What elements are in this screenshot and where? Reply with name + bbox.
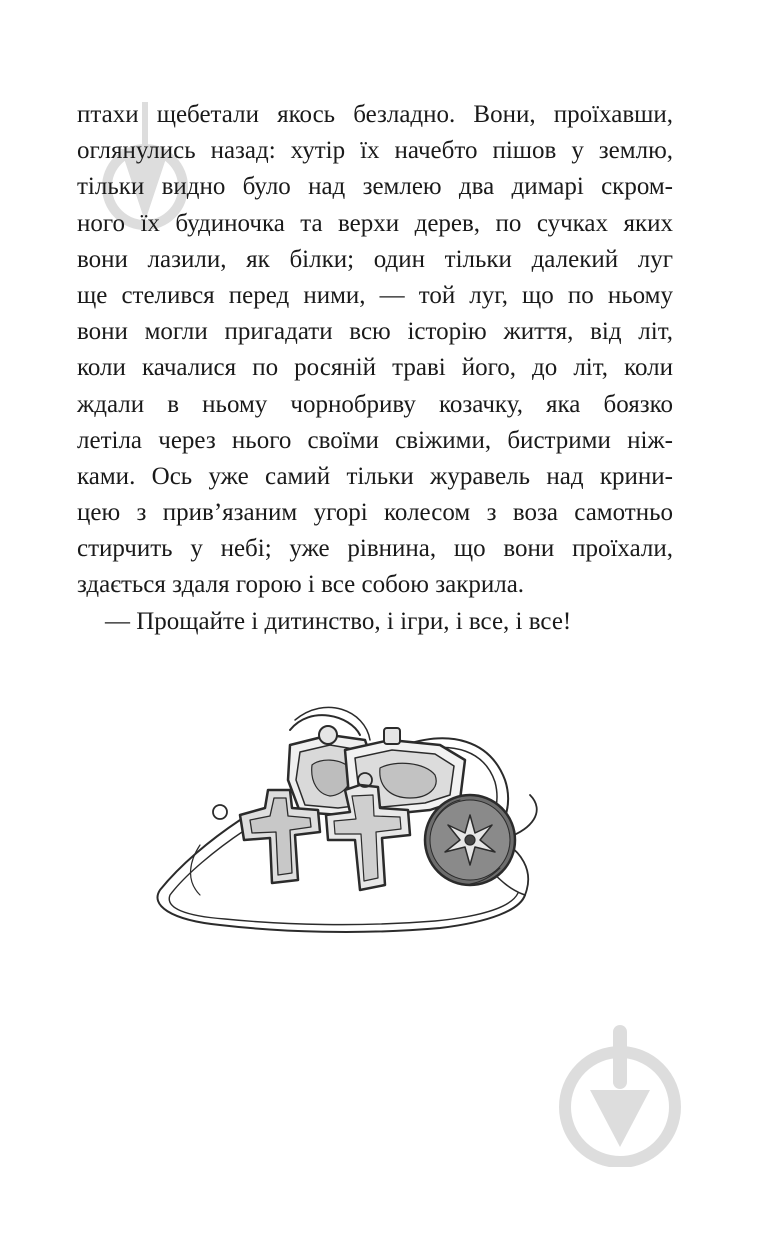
text-line: птахи щебетали якось безладно. Вони, проїхавши, [77, 101, 673, 128]
text-line: ками. Ось уже самий тільки журавель над крини- [77, 462, 673, 490]
text-line: тільки видно було над землею два димарі скром- [77, 173, 673, 201]
farewell-line: — Прощайте і дитинство, і ігри, і все, і все! [105, 607, 572, 635]
text-line: цею з прив’язаним угорі колесом з воза самотньо [77, 499, 673, 527]
text-line: вони лазили, як білки; один тільки далекий луг [77, 245, 673, 273]
text-line: стирчить у небі; уже рівнина, що вони проїхали, [77, 535, 673, 563]
watermark-logo-icon [555, 1022, 685, 1167]
text-line: летіла через нього своїми свіжими, бистрими ніж- [77, 426, 673, 454]
pectoral-crosses-and-pomander-drawing [140, 690, 540, 960]
text-line: ще стелився перед ними, — той луг, що по ньому [77, 281, 673, 309]
body-text [77, 97, 673, 640]
text-line: здається здаля горою і все собою закрила. [77, 571, 525, 599]
text-line: ного їх будиночка та верхи дерев, по сучках яких [77, 209, 673, 237]
text-line: ждали в ньому чорнобриву козачку, яка боязко [77, 390, 673, 418]
text-line: коли качалися по росяній траві його, до літ, коли [77, 354, 673, 382]
text-line: вони могли пригадати всю історію життя, від літ, [77, 318, 673, 346]
text-line: оглянулись назад: хутір їх начебто пішов у землю, [77, 137, 673, 165]
